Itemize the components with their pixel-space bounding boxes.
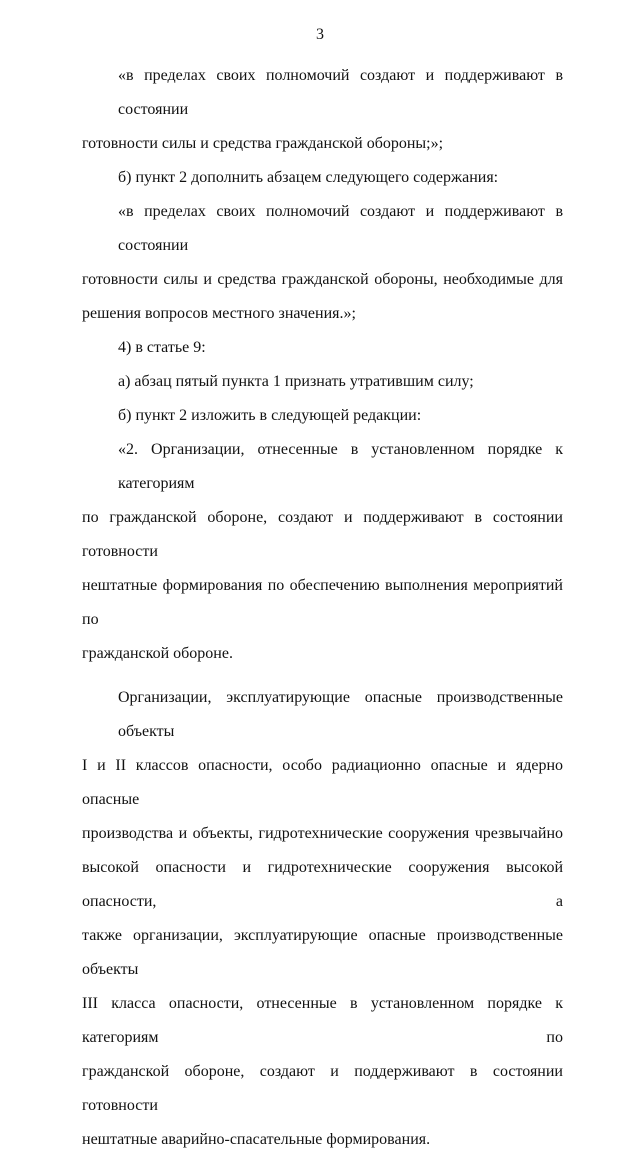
- text-line: нештатные формирования по обеспечению выполнения мероприятий по: [82, 577, 563, 628]
- text-line: б) пункт 2 дополнить абзацем следующего содержания:: [118, 169, 499, 186]
- text-line: высокой опасности и гидротехнические сооружения высокой опасности, а: [82, 859, 563, 910]
- paragraph: [82, 195, 563, 331]
- text-line: гражданской обороне.: [82, 645, 233, 662]
- page-number: 3: [316, 26, 324, 43]
- paragraph: [82, 365, 563, 399]
- paragraph: [82, 59, 563, 161]
- paragraph: [82, 433, 563, 671]
- text-line: а) абзац пятый пункта 1 признать утратившим силу;: [118, 373, 474, 390]
- text-line: «в пределах своих полномочий создают и поддерживают в состоянии: [118, 67, 563, 118]
- text-line: «в пределах своих полномочий создают и поддерживают в состоянии: [118, 203, 563, 254]
- text-line: Организации, эксплуатирующие опасные производственные объекты: [118, 689, 563, 740]
- paragraph: [82, 681, 563, 1157]
- paragraph: [82, 331, 563, 365]
- text-line: готовности силы и средства гражданской обороны;»;: [82, 135, 444, 152]
- text-line: III класса опасности, отнесенные в установленном порядке к категориям по: [82, 995, 563, 1046]
- text-line: по гражданской обороне, создают и поддерживают в состоянии готовности: [82, 509, 563, 560]
- text-line: также организации, эксплуатирующие опасные производственные объекты: [82, 927, 563, 978]
- text-line: готовности силы и средства гражданской обороны, необходимые для: [82, 271, 563, 288]
- document-body: [82, 59, 563, 1157]
- text-line: б) пункт 2 изложить в следующей редакции:: [118, 407, 422, 424]
- paragraph: [82, 161, 563, 195]
- paragraph: [82, 399, 563, 433]
- text-line: 4) в статье 9:: [118, 339, 206, 356]
- text-line: гражданской обороне, создают и поддерживают в состоянии готовности: [82, 1063, 563, 1114]
- text-line: производства и объекты, гидротехнические сооружения чрезвычайно: [82, 825, 563, 842]
- text-line: I и II классов опасности, особо радиационно опасные и ядерно опасные: [82, 757, 563, 808]
- text-line: решения вопросов местного значения.»;: [82, 305, 356, 322]
- text-line: «2. Организации, отнесенные в установленном порядке к категориям: [118, 441, 563, 492]
- text-line: нештатные аварийно-спасательные формирования.: [82, 1131, 431, 1148]
